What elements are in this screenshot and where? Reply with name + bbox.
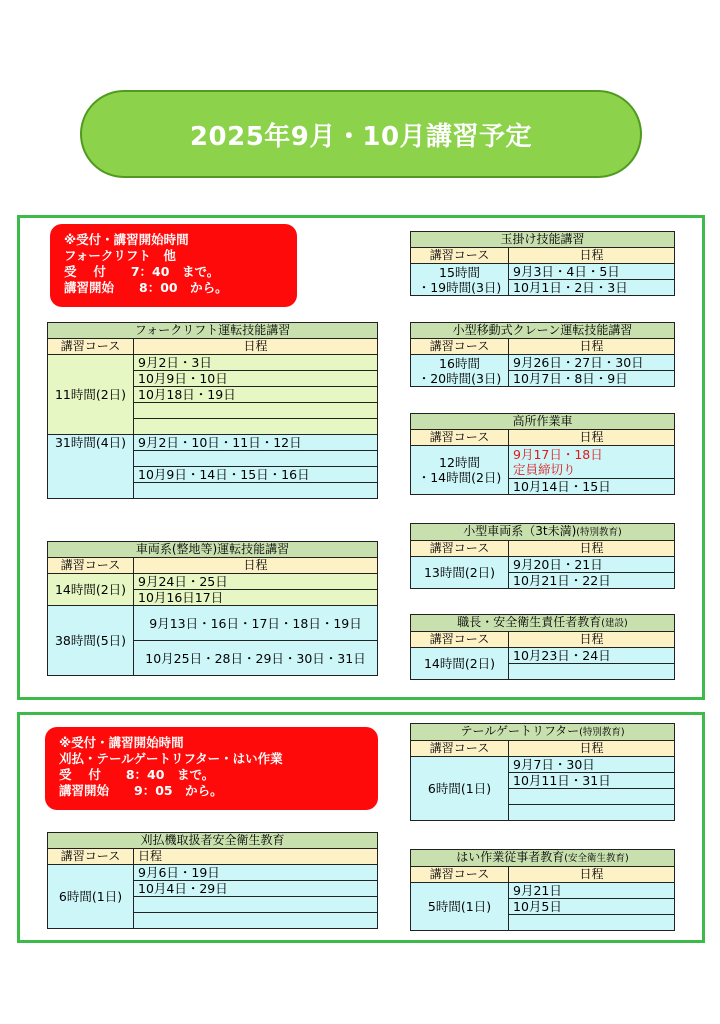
date-cell [134,897,378,913]
date-cell: 10月4日・29日 [134,881,378,897]
date-cell: 10月18日・19日 [134,387,378,403]
hai-schedule-table [410,849,675,931]
table-title [411,524,675,541]
date-cell [509,805,675,821]
date-cell [134,419,378,435]
date-cell: 9月21日 [509,883,675,899]
date-cell: 10月11日・31日 [509,773,675,789]
small-vehicle-schedule-table [410,523,675,589]
aerial-schedule-table [410,413,675,495]
course-cell [411,446,509,495]
col-schedule-header: 日程 [509,339,675,355]
table-title [411,850,675,867]
date-cell: 9月24日・25日 [134,574,378,590]
table-title-tag: (安全衛生教育) [564,853,629,864]
table-title-text: はい作業従事者教育 [456,850,565,864]
capacity-full-note: 定員締切り [513,462,576,477]
notice-line: 受 付 7：40 まで。 [64,264,220,279]
date-cell: 10月14日・15日 [509,479,675,495]
course-line: 15時間 [439,264,480,280]
forklift-schedule-table [47,322,378,499]
date-cell [509,789,675,805]
col-course-header: 講習コース [411,741,509,757]
col-schedule-header: 日程 [509,632,675,648]
col-schedule-header: 日程 [134,849,378,865]
date-cell [509,915,675,931]
col-course-header: 講習コース [411,248,509,264]
course-cell: 13時間(2日) [411,557,509,589]
date-cell: 10月9日・10日 [134,371,378,387]
date-cell [134,913,378,929]
col-schedule-header: 日程 [509,741,675,757]
tailgate-schedule-table [410,723,675,821]
col-schedule-header: 日程 [509,541,675,557]
table-title: フォークリフト運転技能講習 [48,323,378,339]
table-title-text: テールゲートリフター [460,724,580,738]
date-line: 9月17日・18日 [513,447,603,462]
date-cell [134,403,378,419]
table-title: 小型移動式クレーン運転技能講習 [411,323,675,339]
date-cell [134,451,378,467]
course-cell [411,355,509,387]
date-cell: 9月26日・27日・30日 [509,355,675,371]
date-cell: 9月6日・19日 [134,865,378,881]
col-course-header: 講習コース [411,339,509,355]
course-cell: 5時間(1日) [411,883,509,931]
date-cell: 9月13日・16日・17日・18日・19日 [134,606,378,641]
date-cell: 10月9日・14日・15日・16日 [134,467,378,483]
vehicle-schedule-table [47,541,378,676]
date-cell: 9月20日・21日 [509,557,675,573]
table-title-tag: (建設) [601,618,628,629]
col-schedule-header: 日程 [509,430,675,446]
date-cell: 10月23日・24日 [509,648,675,664]
table-title: 玉掛け技能講習 [411,232,675,248]
table-title: 車両系(整地等)運転技能講習 [48,542,378,558]
table-title-text: 職長・安全衛生責任者教育 [457,615,602,629]
course-line: 12時間 [439,455,480,470]
date-cell: 9月3日・4日・5日 [509,264,675,280]
date-cell: 9月7日・30日 [509,757,675,773]
date-cell: 10月7日・8日・9日 [509,371,675,387]
notice-line: 刈払・テールゲートリフター・はい作業 [59,751,283,766]
col-course-header: 講習コース [48,849,134,865]
brushcutter-schedule-table [47,832,378,929]
course-cell: 31時間(4日) [48,435,134,499]
notice-line: フォークリフト 他 [64,248,176,263]
col-schedule-header: 日程 [134,558,378,574]
foreman-schedule-table [410,614,675,680]
table-title-tag: (特別教育) [576,527,622,538]
course-cell: 14時間(2日) [48,574,134,606]
table-title: 刈払機取扱者安全衛生教育 [48,833,378,849]
course-line: ・14時間(2日) [417,470,502,485]
course-cell: 6時間(1日) [48,865,134,929]
course-line: ・19時間(3日) [417,279,502,295]
date-cell [509,446,675,479]
date-cell: 10月16日17日 [134,590,378,606]
course-cell: 6時間(1日) [411,757,509,821]
page-title: 2025年9月・10月講習予定 [80,90,642,178]
course-cell: 14時間(2日) [411,648,509,680]
course-line: 16時間 [439,355,480,371]
reception-notice-1 [50,224,297,307]
col-course-header: 講習コース [411,867,509,883]
date-cell: 10月5日 [509,899,675,915]
col-schedule-header: 日程 [509,867,675,883]
date-cell [134,483,378,499]
reception-notice-2 [45,727,378,810]
notice-line: 講習開始 8：00 から。 [64,280,228,295]
col-course-header: 講習コース [48,339,134,355]
date-cell: 9月2日・10日・11日・12日 [134,435,378,451]
table-title-tag: (特別教育) [579,727,625,738]
table-title: 高所作業車 [411,414,675,430]
date-cell: 10月21日・22日 [509,573,675,589]
notice-line: ※受付・講習開始時間 [64,232,189,247]
course-cell [411,264,509,296]
col-course-header: 講習コース [48,558,134,574]
table-title [411,615,675,632]
crane-schedule-table [410,322,675,387]
date-cell: 10月25日・28日・29日・30日・31日 [134,641,378,676]
col-course-header: 講習コース [411,430,509,446]
notice-line: 講習開始 9：05 から。 [59,783,223,798]
col-course-header: 講習コース [411,541,509,557]
date-cell: 10月1日・2日・3日 [509,280,675,296]
course-line: ・20時間(3日) [417,370,502,386]
course-cell: 38時間(5日) [48,606,134,676]
col-schedule-header: 日程 [134,339,378,355]
col-schedule-header: 日程 [509,248,675,264]
notice-line: ※受付・講習開始時間 [59,735,184,750]
tamakake-schedule-table [410,231,675,296]
notice-line: 受 付 8：40 まで。 [59,767,215,782]
col-course-header: 講習コース [411,632,509,648]
table-title-text: 小型車両系（3t未満) [463,524,577,538]
date-cell: 9月2日・3日 [134,355,378,371]
course-cell: 11時間(2日) [48,355,134,435]
table-title [411,724,675,741]
date-cell [509,664,675,680]
